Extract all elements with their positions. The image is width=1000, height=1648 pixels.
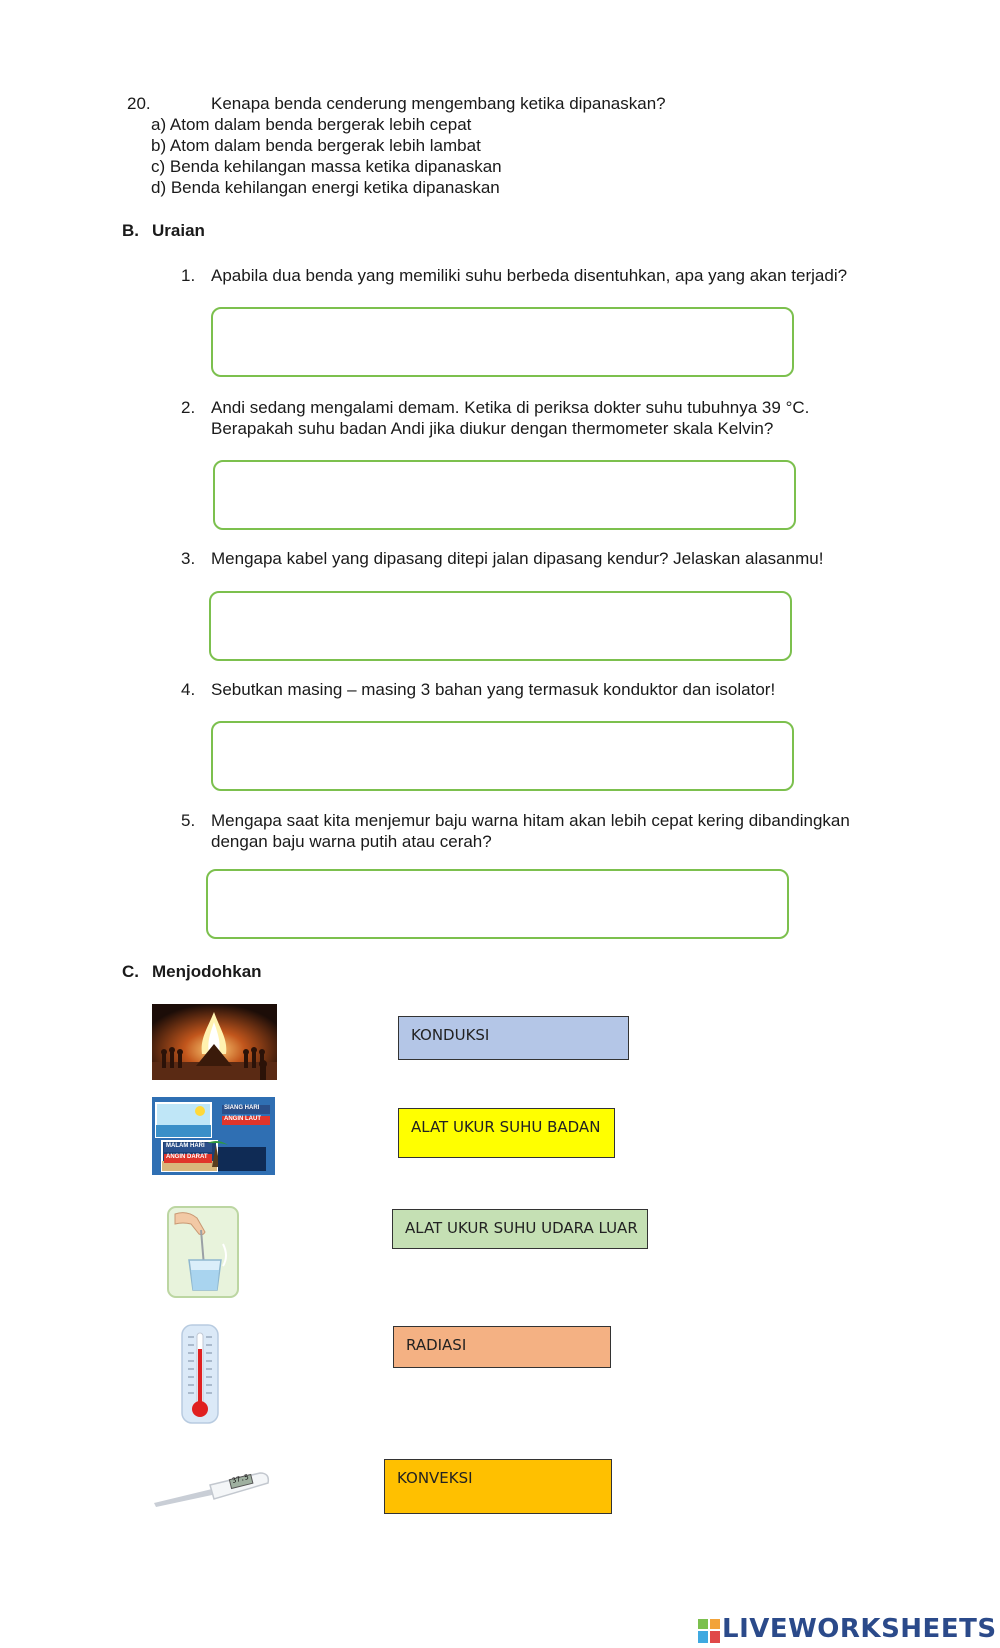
answer-box-1[interactable]: [211, 307, 794, 377]
campfire-image[interactable]: [152, 1004, 277, 1080]
liveworksheets-logo[interactable]: LIVEWORKSHEETS: [722, 1614, 997, 1644]
label-land-breeze: ANGIN DARAT: [166, 1154, 208, 1160]
question-1-text: Apabila dua benda yang memiliki suhu berbeda disentuhkan, apa yang akan terjadi?: [211, 266, 848, 285]
question-4-text: Sebutkan masing – masing 3 bahan yang termasuk konduktor dan isolator!: [211, 680, 776, 699]
section-c-title: Menjodohkan: [152, 962, 262, 981]
mc-question-text: Kenapa benda cenderung mengembang ketika dipanaskan?: [211, 94, 666, 113]
label-day: SIANG HARI: [224, 1105, 260, 1111]
question-3-text: Mengapa kabel yang dipasang ditepi jalan dipasang kendur? Jelaskan alasanmu!: [211, 549, 824, 568]
mc-question-number: 20.: [127, 94, 151, 113]
label-night: MALAM HARI: [166, 1143, 205, 1149]
question-5-line-1: Mengapa saat kita menjemur baju warna hitam akan lebih cepat kering dibandingkan: [211, 811, 850, 830]
label-sea-breeze: ANGIN LAUT: [224, 1116, 261, 1122]
question-5-line-2: dengan baju warna putih atau cerah?: [211, 832, 492, 851]
wall-thermometer-image[interactable]: [176, 1323, 224, 1425]
thermometer-display: 37.5: [231, 1473, 250, 1485]
match-box-konduksi[interactable]: KONDUKSI: [398, 1016, 629, 1060]
answer-box-5[interactable]: [206, 869, 789, 939]
section-b-title: Uraian: [152, 221, 205, 240]
question-2-line-1: Andi sedang mengalami demam. Ketika di periksa dokter suhu tubuhnya 39 °C.: [211, 398, 810, 417]
answer-box-3[interactable]: [209, 591, 792, 661]
match-box-radiasi[interactable]: RADIASI: [393, 1326, 611, 1368]
question-3-number: 3.: [181, 549, 196, 568]
digital-thermometer-image[interactable]: [152, 1463, 272, 1513]
campfire-icon: [152, 1004, 277, 1080]
mc-option-d[interactable]: d) Benda kehilangan energi ketika dipanaskan: [151, 178, 500, 197]
question-5-number: 5.: [181, 811, 196, 830]
answer-box-2[interactable]: [213, 460, 796, 530]
question-2-line-2: Berapakah suhu badan Andi jika diukur dengan thermometer skala Kelvin?: [211, 419, 774, 438]
spoon-in-glass-image[interactable]: [167, 1206, 239, 1298]
question-4-number: 4.: [181, 680, 196, 699]
section-c-letter: C.: [122, 962, 139, 981]
question-1-number: 1.: [181, 266, 196, 285]
sea-breeze-image[interactable]: [152, 1097, 275, 1175]
match-box-konveksi[interactable]: KONVEKSI: [384, 1459, 612, 1514]
thermometer-icon: [176, 1323, 224, 1425]
question-2-number: 2.: [181, 398, 196, 417]
mc-option-c[interactable]: c) Benda kehilangan massa ketika dipanaskan: [151, 157, 502, 176]
spoon-glass-icon: [167, 1206, 239, 1298]
match-box-alat-ukur-suhu-udara-luar[interactable]: ALAT UKUR SUHU UDARA LUAR: [392, 1209, 648, 1249]
section-b-letter: B.: [122, 221, 139, 240]
digital-thermometer-icon: [152, 1463, 272, 1513]
answer-box-4[interactable]: [211, 721, 794, 791]
match-box-alat-ukur-suhu-badan[interactable]: ALAT UKUR SUHU BADAN: [398, 1108, 615, 1158]
mc-option-a[interactable]: a) Atom dalam benda bergerak lebih cepat: [151, 115, 472, 134]
liveworksheets-logo-icon: [698, 1619, 720, 1643]
mc-option-b[interactable]: b) Atom dalam benda bergerak lebih lambat: [151, 136, 481, 155]
